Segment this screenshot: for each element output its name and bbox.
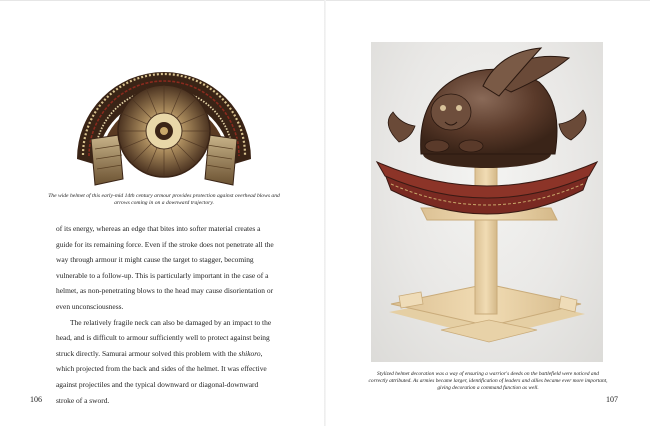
page-number-left: 106	[30, 395, 42, 404]
right-figure-caption: Stylized helmet decoration was a way of ensuring a warrior's deeds on the battlefield were noticed and correctly attributed. As armies became larger, identification of leaders and allies became ever more important, giving decoration a command function as well.	[368, 371, 608, 391]
shikoro-term: shikoro	[238, 348, 261, 358]
left-figure-caption: The wide helmet of this early-mid 14th century armour provides protection against overhead blows and arrows coming in on a downward trajectory.	[48, 193, 280, 207]
rabbit-helmet-photo	[371, 42, 603, 362]
paragraph-1: of its energy, whereas an edge that bites into softer material creates a guide for its remaining force. Even if the stroke does not penetrate all the way through armour it might cause the target to stagger, becoming vulnerable to a follow-up. This is particularly important in the case of a helmet, as non-penetrating blows to the head may cause disorientation or even unconsciousness.	[56, 224, 274, 311]
paragraph-2	[56, 315, 276, 409]
page-gutter	[324, 0, 326, 426]
page-number-right: 107	[606, 395, 618, 404]
body-text	[56, 221, 276, 408]
wide-helmet-illustration	[71, 39, 257, 187]
paragraph-2-end: , which projected from the back and sides of the helmet. It was effective against projectiles and the typical downward or diagonal-downward stroke of a sword.	[56, 348, 267, 405]
paragraph-2-start: The relatively fragile neck can also be damaged by an impact to the head, and is difficult to armour sufficiently well to protect against being struck directly. Samurai armour solved this problem with the	[56, 317, 272, 358]
